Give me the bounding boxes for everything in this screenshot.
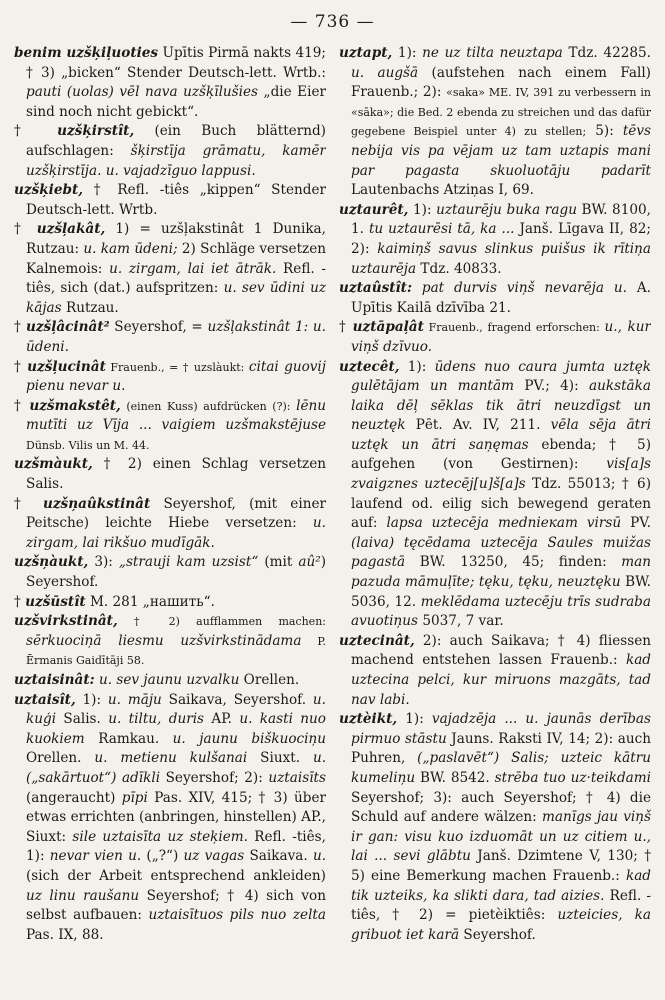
example-text: u. zirgam, lai rikšuo mudīgāk. xyxy=(26,515,326,551)
right-column xyxy=(339,44,651,990)
definition-text: 1): xyxy=(399,358,435,375)
definition-text: 5037, 7 var. xyxy=(418,613,504,630)
dictionary-entry xyxy=(339,710,651,945)
example-text: lapsa uztecēja mednieкam virsū xyxy=(386,515,622,532)
dictionary-entry xyxy=(14,612,326,671)
example-text: uztaisīts xyxy=(268,769,326,786)
definition-text: ebenda; † 5) aufgehen (von Gestirnen): xyxy=(351,436,651,473)
definition-text: 2): auch Saikava; † 4) fliessen machend entstehen lassen Frauenb.: xyxy=(351,632,651,669)
definition-text: † xyxy=(14,123,58,140)
definition-text: Pēt. Av. IV, 211. xyxy=(405,417,551,434)
headword: uzšļucinât xyxy=(27,358,106,375)
example-text: citai guovij pienu nevar u. xyxy=(26,358,326,395)
definition-text: Janš. Līgava II, 82; 2): xyxy=(351,221,651,257)
definition-text: (angeraucht) xyxy=(26,789,122,806)
example-text: u. kuģi xyxy=(26,691,326,728)
source-note: «saka» ME. IV, 391 zu verbessern in «sāka»; die Bed. 2 ebenda zu streichen und das dafür gegebene Beispiel unter 4) zu stellen; xyxy=(351,86,651,139)
definition-text: Refl. -tiês, 1): xyxy=(26,828,326,865)
example-text: vēla sēja ātri uztęk un ātri saņęmas xyxy=(351,417,651,453)
definition-text: Orellen. xyxy=(239,672,300,688)
example-text: lēnu mutīti uz Vīja ... vaigiem uzšmakstējuse xyxy=(26,397,326,434)
example-text: pauti (uolas) vēl nava uzšķīlušies xyxy=(26,84,259,101)
definition-text: † 2) einen Schlag versetzen Salis. xyxy=(26,456,326,493)
definition-text: † xyxy=(14,593,26,610)
definition-text: Tdz. 55013; † 6) laufend od. eilig sich bewegend geraten auf: xyxy=(351,476,651,532)
definition-text: Upītis Pirmā nakts 419; † 3) „bicken“ Stender Deutsch-lett. Wrtb.: xyxy=(26,45,326,81)
dictionary-entry xyxy=(14,122,326,181)
dictionary-entry xyxy=(14,495,326,554)
definition-text: „die Eier sind noch nicht gebickt“. xyxy=(26,84,326,120)
dictionary-entry xyxy=(339,318,651,357)
definition-text: Seyershof, = xyxy=(109,319,208,336)
headword: uzšļakât, xyxy=(36,221,106,238)
definition-text: Lautenbachs Atziņas I, 69. xyxy=(351,182,534,199)
definition-text: 5): xyxy=(586,123,623,140)
headword: uzšļâcinât² xyxy=(25,319,110,336)
definition-text: 1): xyxy=(397,711,432,728)
headword: uzšūstît xyxy=(25,593,86,610)
definition-text: † xyxy=(14,495,43,512)
example-text: u. xyxy=(312,848,326,865)
definition-text: Siuxt. xyxy=(247,750,313,767)
source-note: Frauenb., = † uzslàukt: xyxy=(105,360,249,374)
definition-text: (mit xyxy=(258,554,299,571)
example-text: uzteicies, ka gribuot iet karā xyxy=(351,907,651,943)
example-text: (laiva) tęcēdama uztecēja Saules muižas pagastā xyxy=(351,534,651,571)
example-text: u. kam ūdeni; xyxy=(83,240,178,257)
example-text: kaimiņš savus slinkus puišus ik rītiņa uztaurēja xyxy=(351,240,651,277)
definition-text: 3): xyxy=(88,554,119,571)
dictionary-entry xyxy=(14,593,326,613)
definition-text: Seyershof. xyxy=(459,926,536,943)
definition-text: Ramkau. xyxy=(84,730,173,747)
dictionary-entry xyxy=(14,220,326,318)
headword: uzšķirstît, xyxy=(57,123,135,140)
definition-text: Saikava. xyxy=(244,848,313,865)
example-text: u. kasti nuo kuokiem xyxy=(26,711,326,747)
definition-text: Jauns. Raksti IV, 14; 2): auch Puhren, xyxy=(351,730,651,767)
example-text: uztaisītuos pils nuo zelta xyxy=(148,907,326,924)
definition-text: 1) = uzšļakstinât 1 Dunika, Rutzau: xyxy=(26,221,326,257)
headword: uztāpaļât xyxy=(352,319,424,336)
definition-text: BW. 13250, 45; finden: xyxy=(405,554,622,571)
dictionary-entry xyxy=(14,44,326,122)
headword: uztapt, xyxy=(339,45,393,61)
definition-text: Seyershof, (mit einer Peitsche) leichte Hiebe versetzen: xyxy=(26,495,326,532)
headword: benim uzšķiļuoties xyxy=(14,45,159,61)
example-text: nevar vien u. xyxy=(49,848,142,865)
definition-text: ) Seyershof. xyxy=(26,554,326,591)
definition-text: † Refl. -tiês „kippen“ Stender Deutsch-lett. Wrtb. xyxy=(26,182,326,218)
example-text: aû² xyxy=(298,554,321,571)
example-text: vajadzēja ... u. jaunās derības pirmuo stāstu xyxy=(351,711,651,747)
dictionary-entry xyxy=(339,279,651,318)
definition-text: PV. xyxy=(621,515,651,532)
definition-text: † xyxy=(14,221,37,238)
example-text: aukstāka laika dēļ sēklas tik ātri neuzdīgst un neuztęk xyxy=(351,378,651,434)
example-text: kad tik uzteiks, ka slikti dara, tad aizies. xyxy=(351,867,651,904)
left-column xyxy=(14,44,326,990)
example-text: ne uz tilta neuztapa xyxy=(422,45,563,61)
definition-text: Janš. Dzimtene V, 130; † 5) eine Bemerkung machen Frauenb.: xyxy=(351,848,651,884)
example-text: šķirstīja grāmatu, kamēr uzšķirstīja. u. vajadzīguo lappusi. xyxy=(26,142,326,179)
source-note: P. Ērmanis Gaidītāji 58. xyxy=(26,634,326,668)
definition-text: † xyxy=(14,358,28,375)
example-text: u. („sakārtuot“) adīkli xyxy=(26,750,326,786)
definition-text: Tdz. 40833. xyxy=(416,260,502,277)
headword: uzšņaûkstinât xyxy=(42,495,151,512)
definition-text: 1): xyxy=(408,201,437,218)
definition-text: BW. 8100, 1. xyxy=(351,201,651,238)
definition-text: BW. 5036, 12. xyxy=(351,574,651,610)
example-text: sērkuociņā liesmu uzšvirkstinādama xyxy=(26,632,302,649)
definition-text: („?“) xyxy=(141,848,184,865)
definition-text: AP. xyxy=(204,711,240,728)
example-text: u. sev jaunu uzvalku xyxy=(94,672,240,688)
example-text: ūdens nuo caura jumta uztęk gulētājam un mantām xyxy=(351,358,651,395)
dictionary-entry xyxy=(14,691,326,946)
example-text: u. sev ūdini uz kājas xyxy=(26,280,326,316)
definition-text: Refl. -tiês, † 2) = pietèiktiês: xyxy=(351,887,651,924)
dictionary-entry xyxy=(339,201,651,279)
definition-text: Saikava, Seyershof. xyxy=(161,691,313,708)
example-text: uz vagas xyxy=(183,848,245,865)
example-text: u. augšā xyxy=(351,64,419,81)
definition-text: Seyershof; † 4) sich von selbst aufbauen: xyxy=(26,887,326,924)
example-text: u. jaunu biškuociņu xyxy=(172,730,326,747)
headword: uzšvirkstinât, xyxy=(14,613,118,630)
example-text: pat durvis viņš nevarēja u. xyxy=(411,280,627,297)
definition-text: Orellen. xyxy=(26,750,95,767)
definition-text: † xyxy=(14,397,30,414)
dictionary-entry xyxy=(14,181,326,220)
definition-text: 1): xyxy=(75,691,108,708)
example-text: manīgs jau viņš ir gan: visu kuo izduomāt un uz citiem u., lai ... sevi glābtu xyxy=(351,809,651,865)
dictionary-entry xyxy=(14,358,326,397)
example-text: uz linu raušanu xyxy=(26,887,140,904)
headword: uztecinât, xyxy=(339,632,415,649)
example-text: u., kur viņš dzīvuo. xyxy=(351,319,651,355)
example-text: sile uztaisīta uz steķiem. xyxy=(72,828,248,845)
definition-text: BW. 8542. xyxy=(415,769,495,786)
headword: uztecêt, xyxy=(339,358,400,375)
page-number: — 736 — xyxy=(290,12,375,32)
source-note: (einen Kuss) aufdrücken (?): xyxy=(120,399,297,413)
headword: uztaurêt, xyxy=(339,201,409,218)
headword: uztaisît, xyxy=(14,691,76,708)
definition-text: † xyxy=(14,319,26,336)
definition-text: Tdz. 42285. xyxy=(562,45,651,61)
example-text: tu uztaurēsi tā, ka ... xyxy=(368,221,515,238)
headword: uzšmàukt, xyxy=(14,456,93,473)
definition-text: A. Upītis Kailā dzīvība 21. xyxy=(351,280,651,316)
definition-text: Rutzau. xyxy=(61,299,119,316)
dictionary-entry xyxy=(14,318,326,357)
example-text: u. tiltu, duris xyxy=(108,711,205,728)
example-text: man pazuda māmuļīte; tęku, tęku, neuztęku xyxy=(351,554,651,591)
headword: uzšķiebt, xyxy=(14,182,84,199)
example-text: kad uztecina pelci, kur miruons mazgāts, tad nav labi. xyxy=(351,652,651,708)
definition-text: (aufstehen nach einem Fall) Frauenb.; 2): xyxy=(351,64,651,101)
dictionary-entry xyxy=(14,455,326,494)
example-text: strēba tuo uz·teikdami xyxy=(494,769,651,786)
example-text: uzšļakstinât 1: u. ūdeni. xyxy=(26,319,326,355)
dictionary-entry xyxy=(14,671,326,691)
source-note: Dünsb. Vilis un M. 44. xyxy=(26,438,150,452)
headword: uztaûstît: xyxy=(339,280,412,297)
example-text: („paslavēt“) Salis; uzteic kātru kumeliņu xyxy=(351,750,651,786)
definition-text: Refl. -tiês, sich (dat.) aufspritzen: xyxy=(26,260,326,297)
example-text: u. māju xyxy=(107,691,162,708)
definition-text: (ein Buch blätternd) aufschlagen: xyxy=(26,123,326,159)
source-note: Frauenb., fragend erforschen: xyxy=(423,321,605,335)
dictionary-entry xyxy=(14,553,326,592)
definition-text: 2) Schläge versetzen Kalnemois: xyxy=(26,240,326,277)
definition-text: Seyershof; 3): auch Seyershof; † 4) die Schuld auf andere wälzen: xyxy=(351,789,651,826)
example-text: u. metienu kulšanai xyxy=(94,750,248,767)
dictionary-entry xyxy=(339,632,651,710)
definition-text: PV.; 4): xyxy=(514,378,590,395)
headword: uzšņàukt, xyxy=(14,554,89,571)
dictionary-entry xyxy=(14,397,326,456)
example-text: pīpi xyxy=(121,789,148,806)
definition-text: M. 281 „нашить“. xyxy=(85,593,215,610)
definition-text: Salis. xyxy=(56,711,109,728)
example-text: u. zirgam, lai iet ātrāk. xyxy=(109,260,277,277)
headword: uztèikt, xyxy=(339,711,398,728)
dictionary-entry xyxy=(339,358,651,632)
definition-text: Pas. XIV, 415; † 3) über etwas errichten (anbringen, hinstellen) AP., Siuxt: xyxy=(26,789,326,845)
definition-text: 1): xyxy=(392,45,423,61)
example-text: „strauji kam uzsist“ xyxy=(118,554,259,571)
example-text: tēvs nebija vis pa vējam uz tam uztapis mani par pagasta skuoluotāju padarīt xyxy=(351,123,651,179)
source-note: † 2) aufflammen machen: xyxy=(117,615,326,629)
definition-text: (sich der Arbeit entsprechend ankleiden) xyxy=(26,867,326,884)
example-text: uztaurēju buka ragu xyxy=(436,201,577,218)
definition-text: Seyershof; 2): xyxy=(160,769,269,786)
definition-text: Pas. IX, 88. xyxy=(26,926,104,943)
headword: uztaisinât: xyxy=(14,672,95,688)
example-text: vis[a]s zvaigznes uztecēj[u]š[a]s xyxy=(351,456,651,493)
headword: uzšmakstêt, xyxy=(29,397,121,414)
definition-text: † xyxy=(339,319,353,336)
example-text: meklēdama uztecēju trīs sudraba avuotiņus xyxy=(351,593,651,630)
dictionary-entry xyxy=(339,44,651,201)
